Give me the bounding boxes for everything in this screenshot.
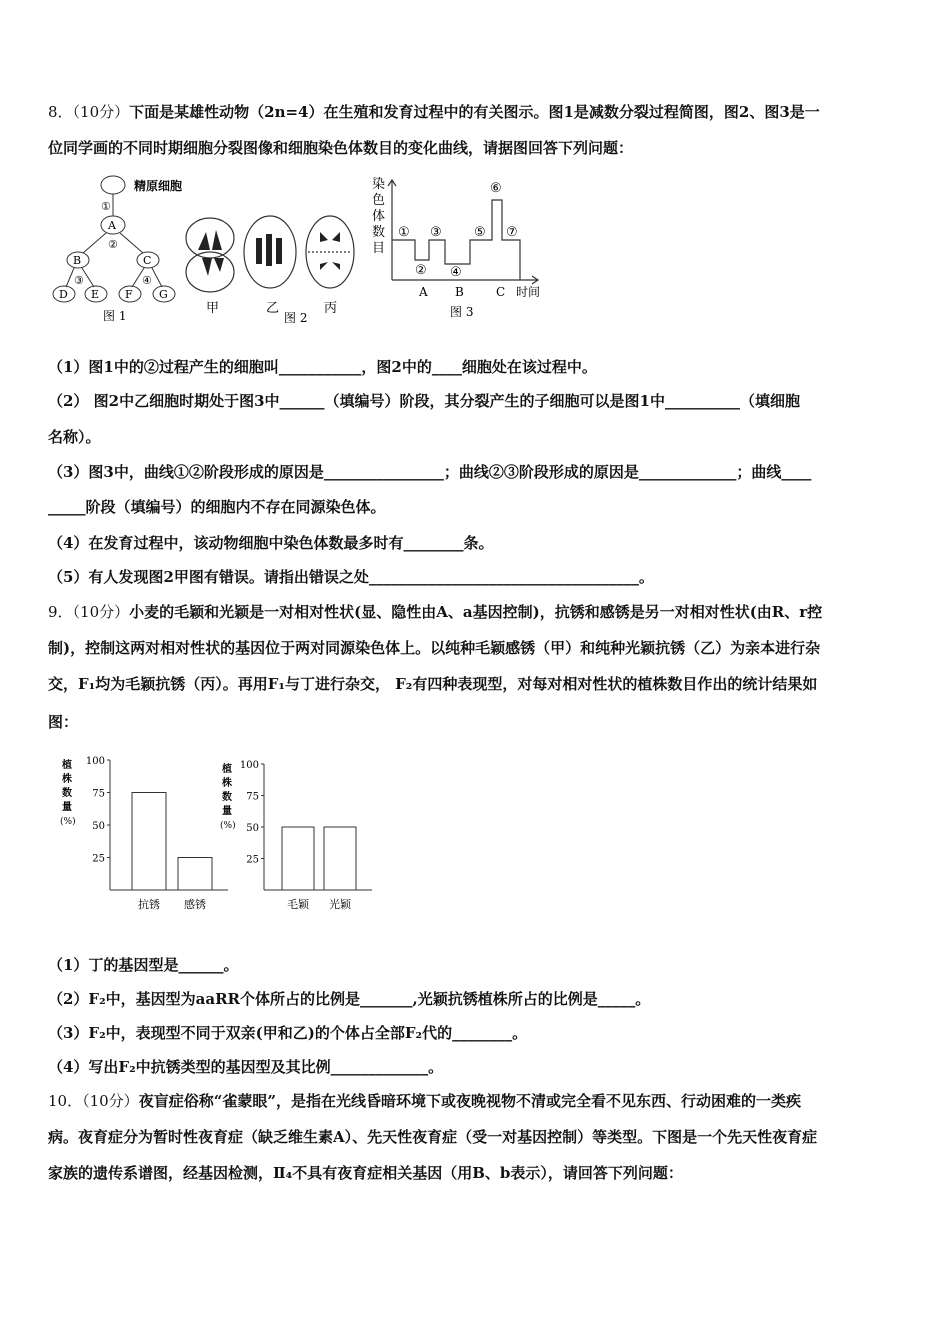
q9-number: 9．（10分） bbox=[48, 603, 130, 621]
chart-ylabel-unit: (%) bbox=[60, 817, 76, 827]
q10-number: 10．（10分） bbox=[48, 1092, 139, 1110]
q9-sub2: （2）F₂中，基因型为aaRR个体所占的比例是_______,光颖抗锈植株所占的比例是_____。 bbox=[48, 990, 651, 1008]
q10-line1 bbox=[48, 1091, 801, 1111]
q8-sub2-line1: （2） 图2中乙细胞时期处于图3中______（填编号）阶段，其分裂产生的子细胞可以是图1中__________（填细胞 bbox=[48, 392, 800, 410]
fig1-node-c: C bbox=[143, 254, 152, 267]
chart-category-label: 毛颖 bbox=[287, 898, 309, 911]
q8-sub5: （5）有人发现图2甲图有错误。请指出错误之处____________________________________。 bbox=[48, 568, 654, 586]
fig3-xtick-c: C bbox=[496, 285, 506, 299]
q10-stem: 夜盲症俗称“雀蒙眼”，是指在光线昏暗环境下或夜晚视物不清或完全看不见东西、行动困难的一类疾 bbox=[138, 1092, 801, 1110]
chart-tick-label: 75 bbox=[92, 788, 105, 800]
fig3-xtick-b: B bbox=[455, 285, 464, 299]
chart-ylabel-unit: (%) bbox=[220, 821, 236, 831]
chart-ylabel-char: 量 bbox=[222, 806, 232, 817]
chart-category-label: 光颖 bbox=[329, 898, 351, 911]
q9-stem: 小麦的毛颖和光颖是一对相对性状(显、隐性由A、a基因控制)，抗锈和感锈是另一对相对性状(由R、r控 bbox=[129, 603, 823, 621]
q8-figure2 bbox=[182, 210, 362, 330]
fig3-xlabel: 时间 bbox=[516, 285, 541, 299]
chart-category-label: 抗锈 bbox=[138, 898, 160, 911]
chart-bar bbox=[178, 858, 212, 891]
chart-ylabel-char: 量 bbox=[62, 802, 72, 813]
chart-tick-label: 100 bbox=[85, 756, 105, 767]
fig1-caption: 图 1 bbox=[103, 309, 127, 323]
q10-line2: 病。夜育症分为暂时性夜育症（缺乏维生素A）、先天性夜育症（受一对基因控制）等类型。下图是一个先天性夜育症 bbox=[48, 1128, 818, 1146]
chart-bar bbox=[324, 827, 356, 890]
chart-ylabel-char: 株 bbox=[222, 778, 232, 789]
chart-category-label: 感锈 bbox=[184, 898, 206, 911]
q8-sub3-line2: _____阶段（填编号）的细胞内不存在同源染色体。 bbox=[48, 498, 386, 516]
fig3-ylabel-2: 色 bbox=[372, 193, 386, 208]
q8-stem: 下面是某雄性动物（2n=4）在生殖和发育过程中的有关图示。图1是减数分裂过程简图，图2、图3是一 bbox=[129, 103, 820, 121]
fig2-label-jia: 甲 bbox=[206, 301, 220, 316]
q9-line2: 制)，控制这两对相对性状的基因位于两对同源染色体上。以纯种毛颖感锈（甲）和纯种光颖抗锈（乙）为亲本进行杂 bbox=[48, 639, 821, 657]
chart-ylabel-char: 植 bbox=[62, 760, 72, 771]
chart-bar bbox=[282, 827, 314, 890]
fig3-stage-1: ① bbox=[398, 225, 410, 240]
q8-line1 bbox=[48, 102, 820, 122]
fig3-stage-2: ② bbox=[415, 263, 427, 278]
fig3-stage-7: ⑦ bbox=[506, 225, 518, 240]
chart-bar bbox=[132, 793, 166, 891]
q8-sub3-line1: （3）图3中，曲线①②阶段形成的原因是________________；曲线②③阶段形成的原因是_____________；曲线____ bbox=[48, 463, 812, 481]
chart-tick-label: 75 bbox=[246, 791, 259, 803]
q9-line3: 交，F₁均为毛颖抗锈（丙）。再用F₁与丁进行杂交， F₂有四种表现型，对每对相对性状的植株数目作出的统计结果如 bbox=[48, 675, 818, 693]
q8-figure3 bbox=[370, 172, 560, 322]
fig3-ylabel-4: 数 bbox=[372, 225, 386, 240]
chart-ylabel-char: 数 bbox=[62, 788, 72, 799]
fig1-node-g: G bbox=[159, 288, 168, 301]
fig3-stage-3: ③ bbox=[430, 225, 442, 240]
chart-tick-label: 25 bbox=[92, 853, 105, 865]
fig3-ylabel-1: 染 bbox=[372, 177, 386, 192]
fig3-ylabel-3: 体 bbox=[372, 209, 386, 224]
q8-line2: 位同学画的不同时期细胞分裂图像和细胞染色体数目的变化曲线，请据图回答下列问题： bbox=[48, 139, 634, 157]
chart-tick-label: 50 bbox=[92, 821, 105, 832]
q9-line4: 图： bbox=[48, 713, 79, 731]
q8-sub2-line2: 名称）。 bbox=[48, 428, 101, 446]
fig1-step3: ③ bbox=[74, 274, 84, 287]
chart-ylabel-char: 植 bbox=[222, 764, 232, 775]
q8-sub4: （4）在发育过程中，该动物细胞中染色体数最多时有________条。 bbox=[48, 534, 494, 552]
q9-sub4: （4）写出F₂中抗锈类型的基因型及其比例_____________。 bbox=[48, 1058, 444, 1076]
fig1-node-b: B bbox=[73, 254, 82, 267]
fig1-step1: ① bbox=[101, 200, 111, 213]
fig1-node-e: E bbox=[91, 288, 100, 301]
fig2-label-bing: 丙 bbox=[324, 301, 338, 316]
chart-ylabel-char: 株 bbox=[62, 774, 72, 785]
fig3-stage-6: ⑥ bbox=[490, 181, 502, 196]
fig2-caption: 图 2 bbox=[284, 311, 308, 325]
fig3-stage-5: ⑤ bbox=[474, 225, 486, 240]
q10-line3: 家族的遗传系谱图，经基因检测，Ⅱ₄不具有夜育症相关基因（用B、b表示），请回答下列问题： bbox=[48, 1164, 683, 1182]
q9-sub3: （3）F₂中，表现型不同于双亲(甲和乙)的个体占全部F₂代的________。 bbox=[48, 1024, 528, 1042]
fig1-node-f: F bbox=[125, 288, 133, 301]
fig1-top-label: 精原细胞 bbox=[134, 179, 183, 193]
fig1-step2: ② bbox=[108, 238, 118, 251]
fig2-label-yi: 乙 bbox=[266, 301, 280, 316]
fig1-node-a: A bbox=[108, 219, 116, 232]
fig1-step4: ④ bbox=[142, 274, 152, 287]
q9-chart-glume-type bbox=[218, 756, 378, 917]
q8-number: 8．（10分） bbox=[48, 103, 130, 121]
fig3-xtick-a: A bbox=[419, 285, 428, 299]
chart-tick-label: 25 bbox=[246, 854, 259, 866]
q9-line1 bbox=[48, 602, 822, 622]
q9-chart-rust-resistance bbox=[58, 752, 228, 917]
chart-ylabel-char: 数 bbox=[222, 792, 232, 803]
q8-figure1 bbox=[48, 170, 198, 330]
fig3-stage-4: ④ bbox=[450, 265, 462, 280]
fig3-caption: 图 3 bbox=[450, 305, 474, 319]
q9-sub1: （1）丁的基因型是______。 bbox=[48, 956, 239, 974]
q8-sub1: （1）图1中的②过程产生的细胞叫___________，图2中的____细胞处在该过程中。 bbox=[48, 358, 597, 376]
chart-tick-label: 50 bbox=[246, 823, 259, 834]
fig1-node-d: D bbox=[59, 288, 68, 301]
fig3-ylabel-5: 目 bbox=[372, 241, 386, 256]
chart-tick-label: 100 bbox=[239, 760, 259, 771]
